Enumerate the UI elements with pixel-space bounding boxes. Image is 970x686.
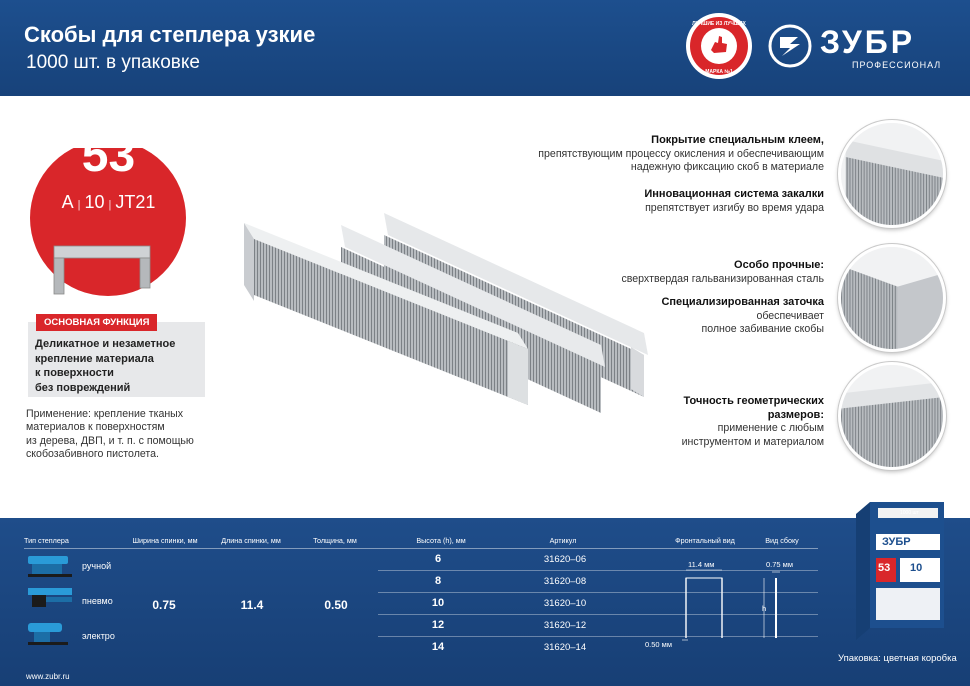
feature-image-strength xyxy=(838,244,946,352)
tool-pneumatic: пневмо xyxy=(82,596,113,606)
feature-image-geometry xyxy=(838,362,946,470)
brand-name: ЗУБР xyxy=(820,24,916,60)
feature-adhesive xyxy=(538,134,824,175)
header-article: Артикул xyxy=(549,536,577,545)
height-value: 14 xyxy=(431,641,445,653)
function-line: к поверхности xyxy=(35,367,114,379)
electric-stapler-icon xyxy=(26,620,76,646)
article-value: 31620–08 xyxy=(543,576,587,587)
pneumatic-stapler-icon xyxy=(26,584,76,610)
package-box-number: 53 xyxy=(878,562,891,574)
usage-line: скобозабивного пистолета. xyxy=(26,448,159,461)
package-box-image xyxy=(852,500,947,645)
table-header-divider xyxy=(24,548,818,549)
staple-type-number: 53 xyxy=(81,129,136,182)
feature-hardening xyxy=(644,188,824,215)
feature-title: Инновационная система закалки xyxy=(644,188,824,200)
feature-strength xyxy=(621,259,824,286)
header-back-length: Длина спинки, мм xyxy=(221,536,281,545)
row-divider xyxy=(378,570,818,571)
website-url: www.zubr.ru xyxy=(26,672,70,681)
header-front-view: Фронтальный вид xyxy=(675,536,735,545)
package-box-height: 10 xyxy=(910,562,923,574)
package-count: 1000 шт xyxy=(900,510,919,516)
feature-line: препятствует изгибу во время удара xyxy=(645,201,824,214)
function-line: Деликатное и незаметное xyxy=(35,338,176,350)
code-separator: | xyxy=(77,199,81,211)
usage-line: Применение: крепление тканых xyxy=(26,408,184,420)
feature-sharpening xyxy=(661,296,824,337)
feature-geometry xyxy=(682,395,824,449)
row-divider xyxy=(378,614,818,615)
best-of-best-seal-icon xyxy=(685,12,753,80)
page-subtitle: 1000 шт. в упаковке xyxy=(26,52,200,73)
staple-closeup-icon xyxy=(841,365,943,467)
code-c: JT21 xyxy=(115,192,156,212)
svg-text:ЛУЧШИЕ ИЗ ЛУЧШИХ: ЛУЧШИЕ ИЗ ЛУЧШИХ xyxy=(692,21,746,27)
staple-type-badge xyxy=(28,108,188,318)
package-label: Упаковка: цветная коробка xyxy=(838,653,957,664)
manual-stapler-icon xyxy=(26,552,76,578)
header-height: Высота (h), мм xyxy=(416,536,466,545)
row-divider xyxy=(378,636,818,637)
value-back-length: 11.4 xyxy=(240,598,264,612)
feature-title: Точность геометрических xyxy=(683,395,824,407)
code-b: 10 xyxy=(84,192,105,212)
staple-closeup-icon xyxy=(841,247,943,349)
front-dim-thickness: 0.50 мм xyxy=(645,640,672,649)
usage-text xyxy=(26,408,216,462)
staple-closeup-icon xyxy=(841,123,943,225)
package-box-logo: ЗУБР xyxy=(882,536,911,548)
height-value: 12 xyxy=(431,619,445,631)
brand-subtitle: ПРОФЕССИОНАЛ xyxy=(852,60,942,70)
height-value: 10 xyxy=(431,597,445,609)
article-value: 31620–10 xyxy=(543,598,587,609)
main-function-tag: ОСНОВНАЯ ФУНКЦИЯ xyxy=(36,314,157,331)
side-dim-height: h xyxy=(762,604,767,613)
page-title: Скобы для степлера узкие xyxy=(24,22,316,47)
feature-line: обеспечивает xyxy=(756,309,824,322)
staples-product-image xyxy=(236,205,661,415)
header-back-width: Ширина спинки, мм xyxy=(132,536,198,545)
article-value: 31620–12 xyxy=(543,620,587,631)
feature-title: Покрытие специальным клеем, xyxy=(651,134,824,146)
feature-line: инструментом и материалом xyxy=(681,435,824,448)
value-back-width: 0.75 xyxy=(152,598,176,612)
header-tool-type: Тип степлера xyxy=(24,536,69,545)
header-band xyxy=(0,0,970,96)
feature-line: препятствующим процессу окисления и обеспечивающим xyxy=(538,147,824,160)
tool-electric: электро xyxy=(82,631,115,641)
feature-title: Специализированная заточка xyxy=(661,296,824,308)
feature-line: сверхтвердая гальванизированная сталь xyxy=(621,272,824,285)
code-a: A xyxy=(61,192,74,212)
staple-type-codes xyxy=(16,192,201,213)
code-separator: | xyxy=(108,199,112,211)
svg-text:МАРКА №1: МАРКА №1 xyxy=(705,69,733,75)
height-value: 8 xyxy=(434,575,442,587)
feature-line: применение с любым xyxy=(717,422,824,435)
usage-line: из дерева, ДВП, и т. п. с помощью xyxy=(26,434,194,447)
front-view-drawing xyxy=(668,566,738,650)
header-side-view: Вид сбоку xyxy=(765,536,799,545)
article-value: 31620–06 xyxy=(543,554,587,565)
value-thickness: 0.50 xyxy=(324,598,348,612)
feature-title-2: размеров: xyxy=(767,408,824,421)
function-line: без повреждений xyxy=(35,381,131,394)
feature-title: Особо прочные: xyxy=(734,259,824,271)
height-value: 6 xyxy=(434,553,442,565)
header-thickness: Толщина, мм xyxy=(313,536,357,545)
tool-manual: ручной xyxy=(82,561,112,571)
usage-line: материалов к поверхностям xyxy=(26,421,165,434)
main-function-text xyxy=(35,337,200,395)
article-value: 31620–14 xyxy=(543,642,587,653)
feature-line: полное забивание скобы xyxy=(701,323,824,336)
side-dim-thickness: 0.75 мм xyxy=(766,560,793,569)
function-line: крепление материала xyxy=(35,352,154,365)
feature-line: надежную фиксацию скоб в материале xyxy=(630,161,824,174)
row-divider xyxy=(378,592,818,593)
feature-image-adhesive xyxy=(838,120,946,228)
front-dim-width: 11.4 мм xyxy=(688,560,715,569)
